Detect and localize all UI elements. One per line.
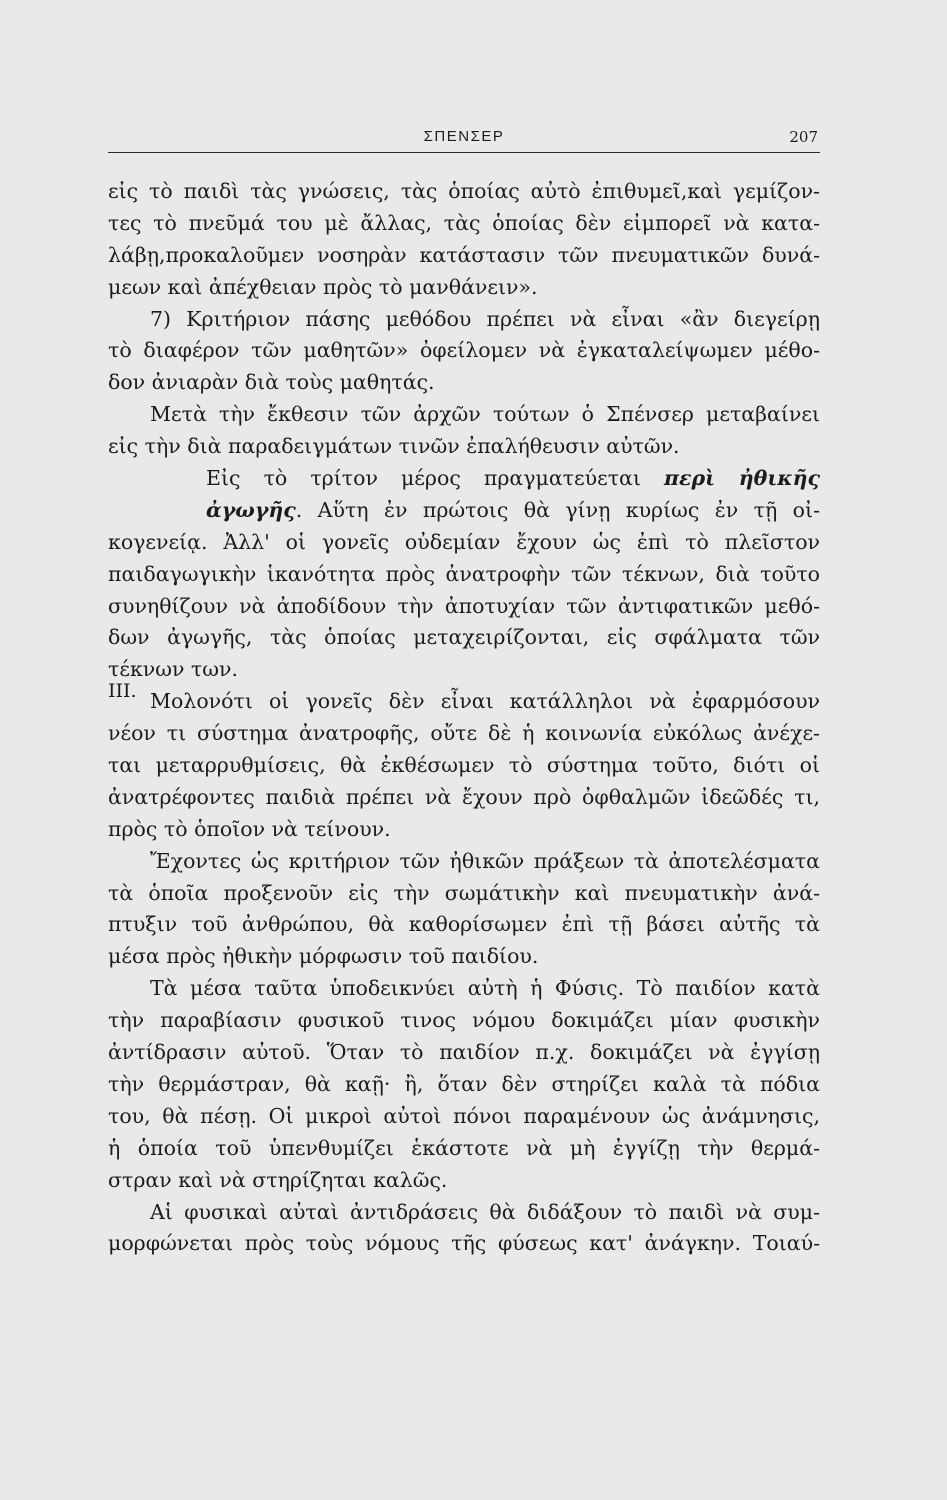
page-header xyxy=(108,126,820,153)
text-line: τέκνων των. xyxy=(108,657,238,682)
text-line: τες τὸ πνεῦμά του μὲ ἄλλας, τὰς ὁποίας δὲν εἰμπορεῖ νὰ κατα- xyxy=(108,210,820,235)
text-line: ται μεταρρυθμίσεις, θὰ ἐκθέσωμεν τὸ σύστημα τοῦτο, διότι οἱ xyxy=(108,753,820,778)
text-line: πρὸς τὸ ὁποῖον νὰ τείνουν. xyxy=(108,816,391,841)
section-heading-line xyxy=(108,463,820,495)
text-line: τὴν θερμάστραν, θὰ καῇ· ἢ, ὅταν δὲν στηρίζει καλὰ τὰ πόδια xyxy=(108,1071,820,1096)
text-line: ἀνατρέφοντες παιδιὰ πρέπει νὰ ἔχουν πρὸ ὀφθαλμῶν ἰδεῶδές τι, xyxy=(108,784,820,809)
body-text xyxy=(108,176,820,1260)
text-line: δον ἀνιαρὰν διὰ τοὺς μαθητάς. xyxy=(108,370,435,395)
text-line: μεων καὶ ἀπέχθειαν πρὸς τὸ μανθάνειν». xyxy=(108,274,538,299)
text-line: Μολονότι οἱ γονεῖς δὲν εἶναι κατάλληλοι νὰ ἐφαρμόσουν xyxy=(150,689,820,714)
text-line: μορφώνεται πρὸς τοὺς νόμους τῆς φύσεως κατ' ἀνάγκην. Τοιαύ- xyxy=(108,1231,820,1256)
text-line: Αἱ φυσικαὶ αὐταὶ ἀντιδράσεις θὰ διδάξουν τὸ παιδὶ νὰ συμ- xyxy=(150,1199,820,1224)
text-line: εἰς τὸ παιδὶ τὰς γνώσεις, τὰς ὁποίας αὐτὸ ἐπιθυμεῖ,καὶ γεμίζον- xyxy=(108,179,820,203)
text-line: μέσα πρὸς ἠθικὴν μόρφωσιν τοῦ παιδίου. xyxy=(108,944,539,969)
text-line: στραν καὶ νὰ στηρίζηται καλῶς. xyxy=(108,1167,448,1192)
text-line: εἰς τὴν διὰ παραδειγμάτων τινῶν ἐπαλήθευσιν αὐτῶν. xyxy=(108,434,680,459)
text-line: κογενείᾳ. Ἀλλ' οἱ γονεῖς οὐδεμίαν ἔχουν ὡς ἐπὶ τὸ πλεῖστον xyxy=(108,529,820,554)
text-line: τὸ διαφέρον τῶν μαθητῶν» ὀφείλομεν νὰ ἐγκαταλείψωμεν μέθο- xyxy=(108,338,820,363)
emphasis-span: ἀγωγῆς xyxy=(206,497,296,522)
text-line: Ἔχοντες ὡς κριτήριον τῶν ἠθικῶν πράξεων τὰ ἀποτελέσματα xyxy=(150,848,820,873)
text-line: ἀντίδρασιν αὐτοῦ. Ὅταν τὸ παιδίον π.χ. δοκιμάζει νὰ ἐγγίσῃ xyxy=(108,1040,820,1065)
text-line: συνηθίζουν νὰ ἀποδίδουν τὴν ἀποτυχίαν τῶν ἀντιφατικῶν μεθό- xyxy=(108,593,820,618)
text-line: νέον τι σύστημα ἀνατροφῆς, οὔτε δὲ ἡ κοινωνία εὐκόλως ἀνέχε- xyxy=(108,721,820,746)
section-mark: III. xyxy=(108,680,137,702)
text-line: πτυξιν τοῦ ἀνθρώπου, θὰ καθορίσωμεν ἐπὶ τῇ βάσει αὐτῆς τὰ xyxy=(108,912,820,937)
emphasis-span: περὶ ἠθικῆς xyxy=(664,466,820,491)
running-title: ΣΠΕΝΣΕΡ xyxy=(423,128,505,145)
text-line: Μετὰ τὴν ἔκθεσιν τῶν ἀρχῶν τούτων ὁ Σπένσερ μεταβαίνει xyxy=(150,402,820,427)
text-line: ἡ ὁποία τοῦ ὑπενθυμίζει ἑκάστοτε νὰ μὴ ἐγγίζῃ τὴν θερμά- xyxy=(108,1135,820,1160)
text-line: του, θὰ πέσῃ. Οἱ μικροὶ αὐτοὶ πόνοι παραμένουν ὡς ἀνάμνησις, xyxy=(108,1103,820,1128)
text-line: λάβῃ,προκαλοῦμεν νοσηρὰν κατάστασιν τῶν πνευματικῶν δυνά- xyxy=(108,242,820,267)
text-line: τὴν παραβίασιν φυσικοῦ τινος νόμου δοκιμάζει μίαν φυσικὴν xyxy=(108,1008,820,1033)
text-line: παιδαγωγικὴν ἱκανότητα πρὸς ἀνατροφὴν τῶν τέκνων, διὰ τοῦτο xyxy=(108,561,820,586)
text-span: Εἰς τὸ τρίτον μέρος πραγματεύεται xyxy=(206,466,641,491)
text-line: 7) Κριτήριον πάσης μεθόδου πρέπει νὰ εἶναι «ἂν διεγείρῃ xyxy=(150,306,820,331)
text-span: . Αὕτη ἐν πρώτοις θὰ γίνῃ κυρίως ἐν τῇ οἰ- xyxy=(295,497,820,522)
page-number: 207 xyxy=(789,128,818,146)
text-line: δων ἀγωγῆς, τὰς ὁποίας μεταχειρίζονται, εἰς σφάλματα τῶν xyxy=(108,625,820,650)
section-heading-line xyxy=(108,495,820,527)
text-line: τὰ ὁποῖα προξενοῦν εἰς τὴν σωμάτικὴν καὶ πνευματικὴν ἀνά- xyxy=(108,880,820,905)
text-line: Τὰ μέσα ταῦτα ὑποδεικνύει αὐτὴ ἡ Φύσις. Τὸ παιδίον κατὰ xyxy=(150,976,820,1001)
